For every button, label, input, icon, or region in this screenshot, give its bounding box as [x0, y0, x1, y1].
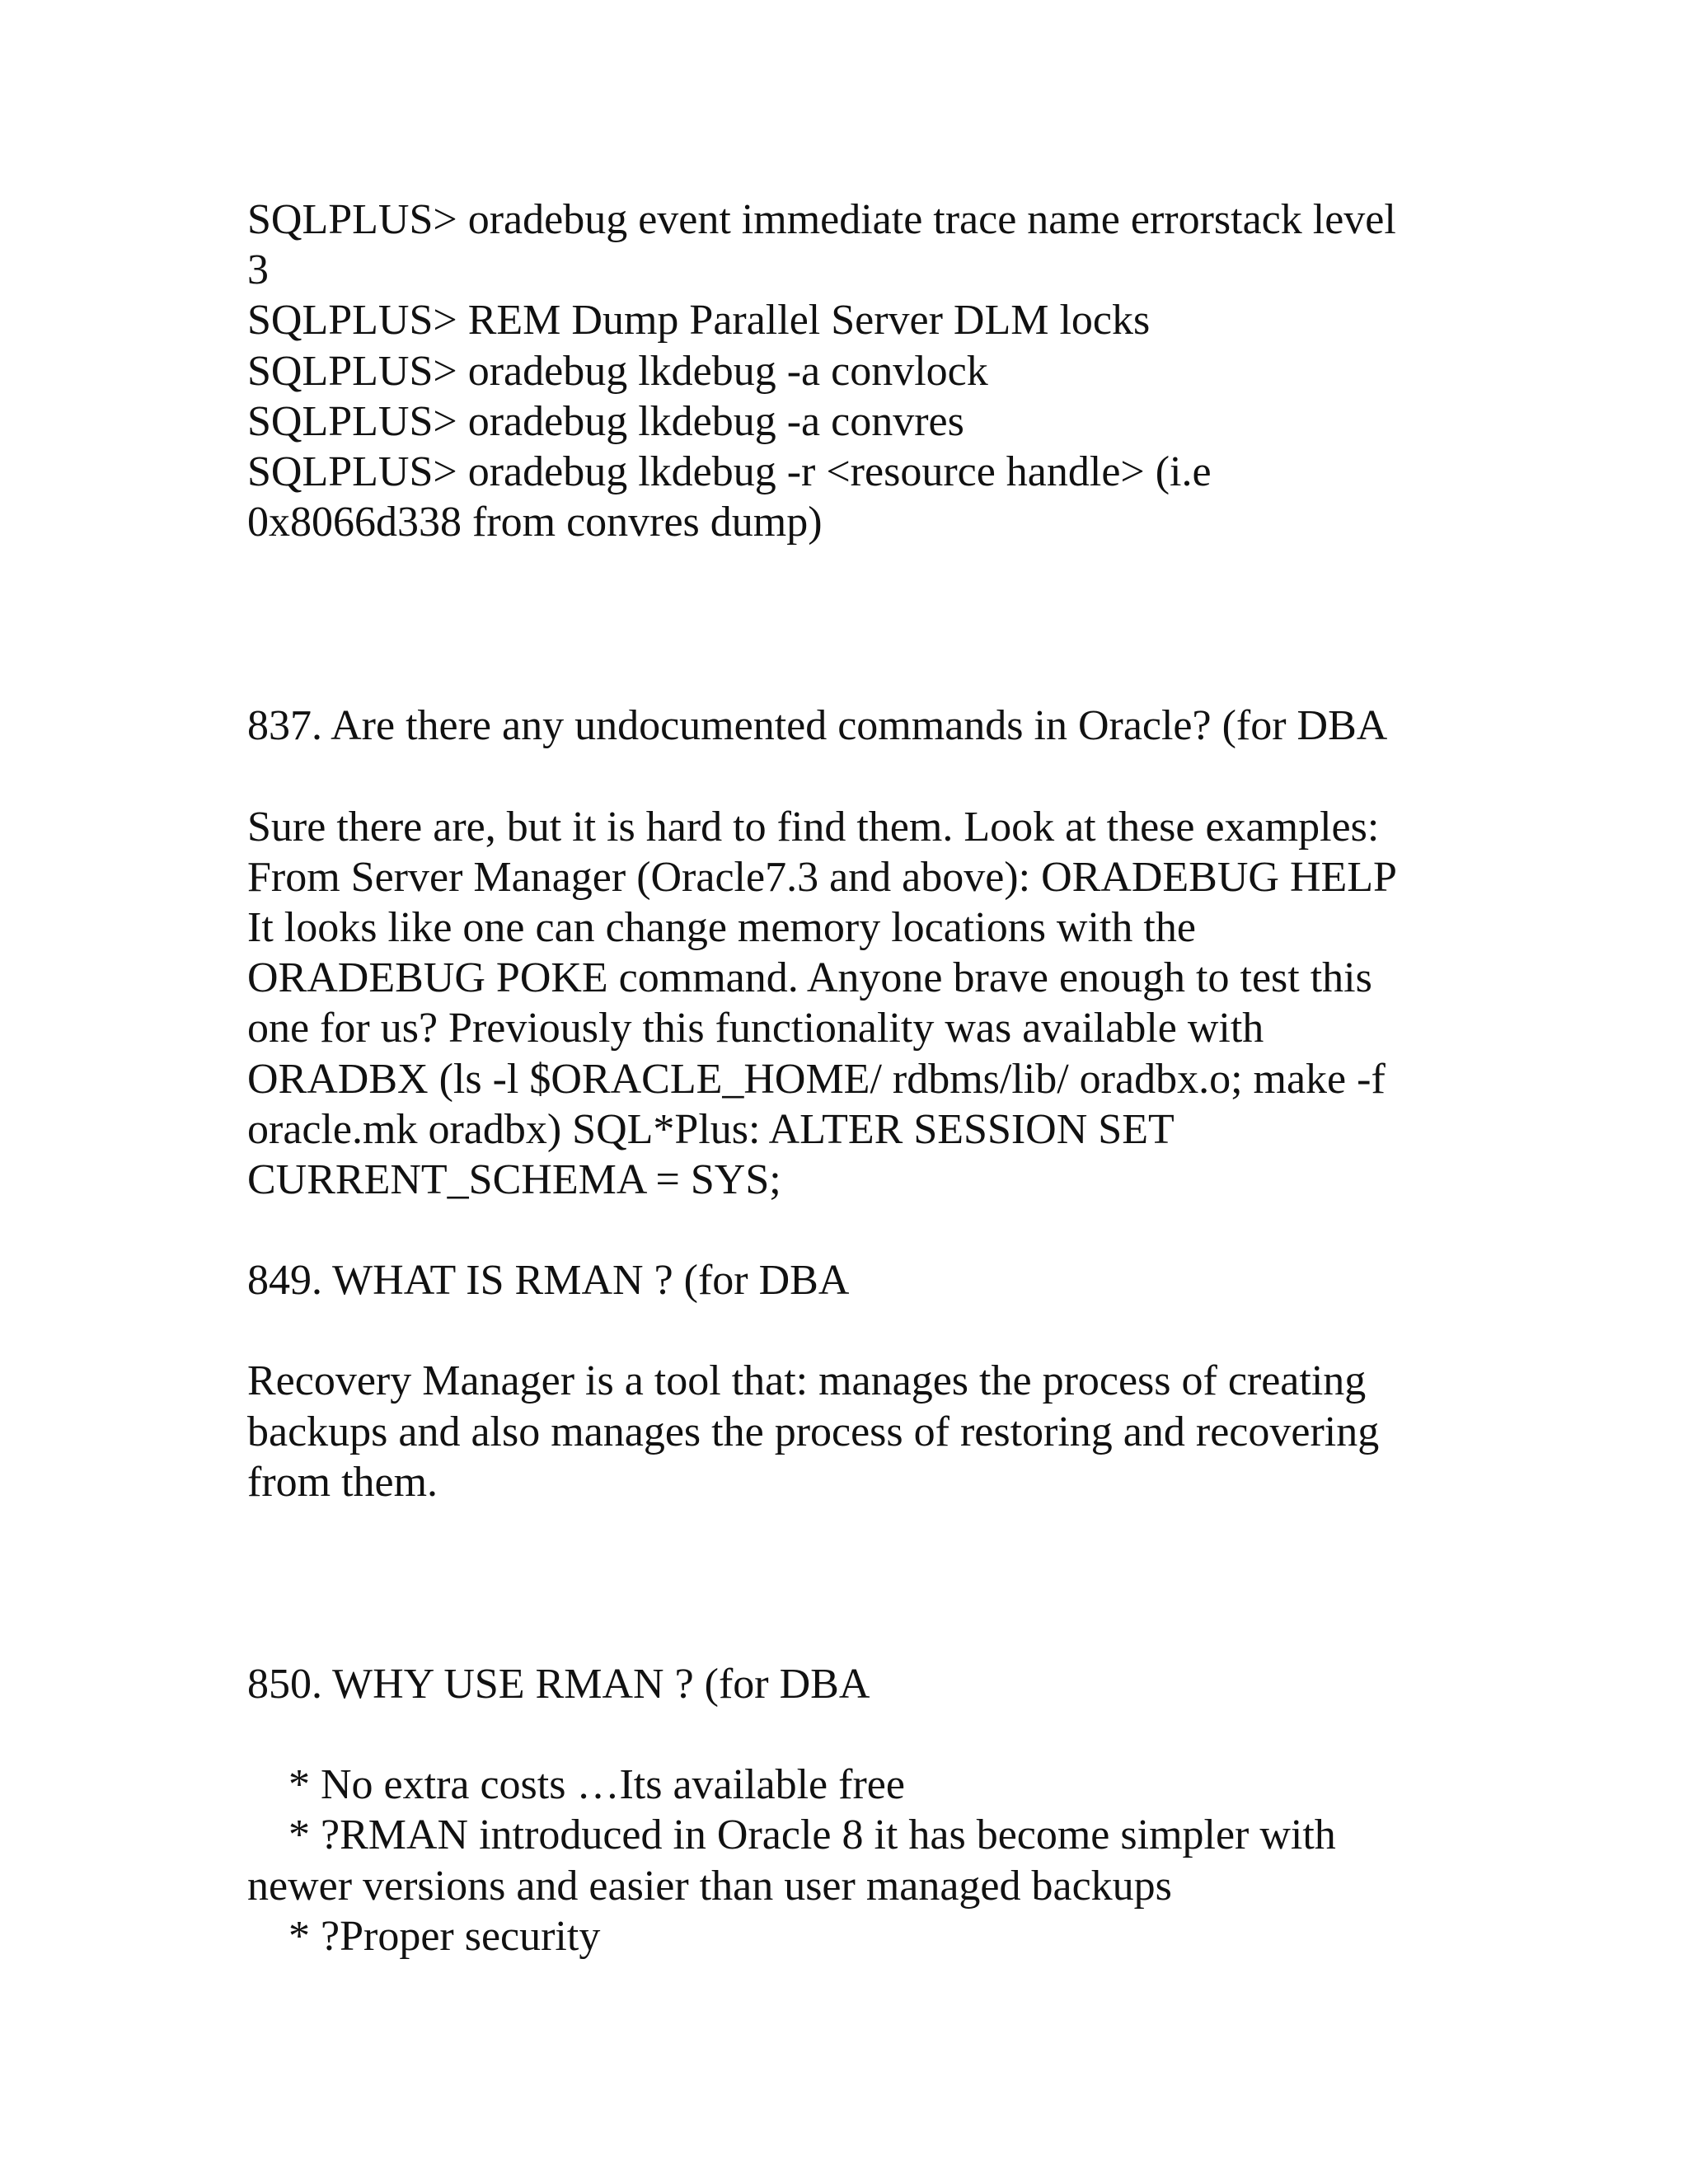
question-heading: 850. WHY USE RMAN ? (for DBA	[247, 1661, 870, 1708]
question-837	[247, 701, 1484, 1205]
question-heading: 849. WHAT IS RMAN ? (for DBA	[247, 1257, 850, 1305]
answer-line: ORADBX (ls -l $ORACLE_HOME/ rdbms/lib/ oradbx.o; make -f	[247, 1055, 1386, 1103]
spacer	[247, 547, 1484, 701]
answer-line: ORADEBUG POKE command. Anyone brave enough to test this	[247, 954, 1372, 1002]
answer-line: Sure there are, but it is hard to find them. Look at these examples:	[247, 803, 1380, 851]
spacer	[247, 1507, 1484, 1659]
sqlplus-line: 3	[247, 246, 269, 294]
bullet-item: * No extra costs …Its available free	[288, 1761, 905, 1809]
answer-line: from them.	[247, 1458, 438, 1506]
answer-line: oracle.mk oradbx) SQL*Plus: ALTER SESSION SET	[247, 1105, 1175, 1153]
sqlplus-line: SQLPLUS> oradebug lkdebug -r <resource handle> (i.e	[247, 448, 1212, 496]
sqlplus-line: SQLPLUS> REM Dump Parallel Server DLM locks	[247, 297, 1151, 344]
spacer	[247, 1709, 1484, 1760]
sqlplus-commands-block	[247, 194, 1484, 547]
answer-line: From Server Manager (Oracle7.3 and above): ORADEBUG HELP	[247, 853, 1397, 901]
answer-line: Recovery Manager is a tool that: manages the process of creating	[247, 1357, 1367, 1405]
spacer	[247, 1205, 1484, 1255]
answer-line: CURRENT_SCHEMA = SYS;	[247, 1156, 781, 1204]
question-849	[247, 1255, 1484, 1507]
answer-line: It looks like one can change memory locations with the	[247, 904, 1196, 952]
spacer	[247, 1305, 1484, 1356]
sqlplus-line: SQLPLUS> oradebug lkdebug -a convres	[247, 397, 964, 445]
bullet-item: * ?Proper security	[288, 1912, 601, 1960]
question-heading: 837. Are there any undocumented commands in Oracle? (for DBA	[247, 702, 1388, 750]
document-content	[247, 194, 1484, 1961]
bullet-item: * ?RMAN introduced in Oracle 8 it has become simpler with	[288, 1811, 1336, 1859]
question-850	[247, 1659, 1484, 1961]
sqlplus-line: 0x8066d338 from convres dump)	[247, 499, 823, 546]
sqlplus-line: SQLPLUS> oradebug event immediate trace name errorstack level	[247, 196, 1396, 243]
spacer	[247, 752, 1484, 802]
answer-line: backups and also manages the process of restoring and recovering	[247, 1408, 1380, 1455]
sqlplus-line: SQLPLUS> oradebug lkdebug -a convlock	[247, 347, 988, 395]
answer-line: one for us? Previously this functionality was available with	[247, 1005, 1264, 1052]
bullet-continuation: newer versions and easier than user managed backups	[247, 1862, 1172, 1910]
